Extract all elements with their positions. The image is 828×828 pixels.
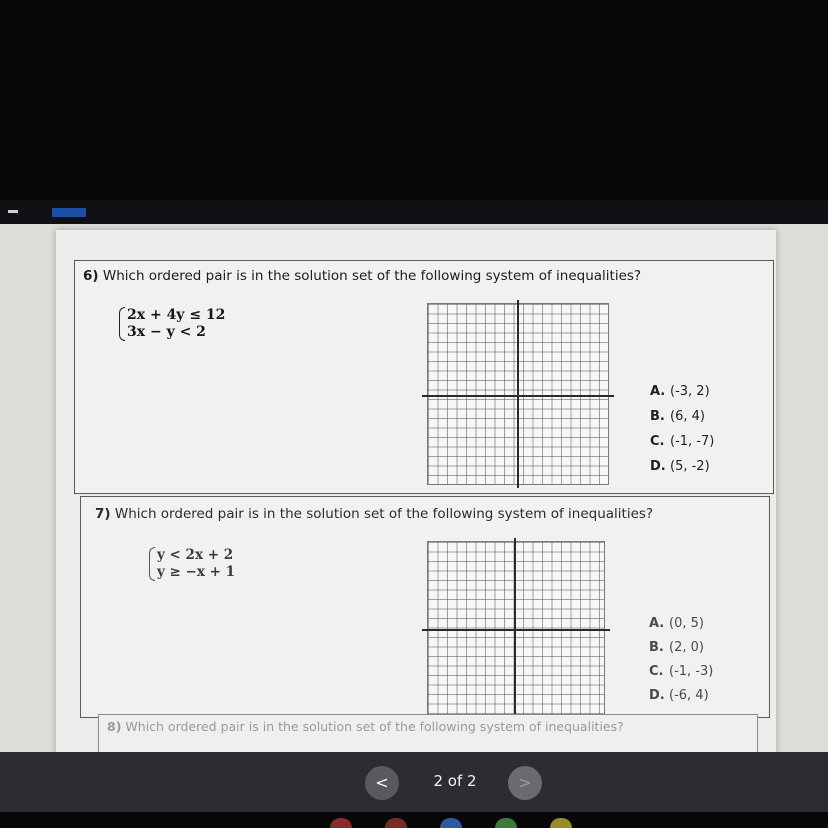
choice-value: (5, -2) [670, 459, 710, 474]
choice-a[interactable] [650, 379, 714, 404]
question-6-title [83, 268, 641, 284]
app-toolbar-strip [0, 200, 828, 224]
answer-choices [649, 612, 713, 708]
coordinate-grid [427, 303, 609, 485]
question-8-title [107, 719, 624, 734]
question-number: 7) [95, 506, 111, 522]
question-prompt: Which ordered pair is in the solution set of the following system of inequalities? [102, 268, 642, 284]
choice-b[interactable] [649, 636, 713, 660]
y-axis [514, 538, 516, 720]
question-prompt: Which ordered pair is in the solution set of the following system of inequalities? [125, 719, 624, 734]
brace-icon [119, 307, 125, 341]
question-number: 8) [107, 719, 122, 734]
inequality-system [119, 307, 225, 341]
menu-icon[interactable] [8, 210, 18, 213]
brace-icon [149, 547, 155, 581]
document-page [56, 230, 776, 752]
dock-app-icon[interactable] [550, 818, 572, 828]
y-axis [517, 300, 519, 488]
screen-bezel [0, 0, 828, 200]
choice-value: (-6, 4) [669, 688, 709, 703]
taskbar [0, 812, 828, 828]
choice-d[interactable] [650, 454, 714, 479]
dock-app-icon[interactable] [385, 818, 407, 828]
choice-letter: C. [649, 664, 664, 679]
dock-app-icon[interactable] [330, 818, 352, 828]
previous-page-button[interactable] [365, 766, 399, 800]
question-prompt: Which ordered pair is in the solution set of the following system of inequalities? [114, 506, 654, 522]
choice-letter: D. [649, 688, 665, 703]
chevron-right-icon: > [518, 773, 532, 792]
x-axis [422, 629, 610, 631]
document-viewport[interactable] [0, 224, 828, 752]
page-navigation-bar [0, 752, 828, 812]
choice-value: (-1, -3) [669, 664, 714, 679]
choice-letter: C. [650, 434, 665, 449]
next-page-button[interactable] [508, 766, 542, 800]
inequality-2: 3x − y < 2 [127, 324, 206, 340]
choice-b[interactable] [650, 404, 714, 429]
active-tab-indicator[interactable] [52, 208, 86, 217]
choice-c[interactable] [650, 429, 714, 454]
choice-letter: A. [649, 616, 665, 631]
choice-value: (0, 5) [669, 616, 704, 631]
choice-value: (-1, -7) [670, 434, 715, 449]
question-7-title [95, 506, 653, 522]
choice-a[interactable] [649, 612, 713, 636]
question-number: 6) [83, 268, 99, 284]
choice-c[interactable] [649, 660, 713, 684]
inequality-1: 2x + 4y ≤ 12 [127, 307, 226, 323]
choice-letter: A. [650, 384, 666, 399]
choice-value: (2, 0) [669, 640, 704, 655]
inequality-1: y < 2x + 2 [157, 547, 234, 563]
choice-d[interactable] [649, 684, 713, 708]
question-8 [98, 714, 758, 752]
choice-letter: B. [649, 640, 664, 655]
dock-app-icon[interactable] [495, 818, 517, 828]
page-indicator: 2 of 2 [433, 772, 477, 790]
chevron-left-icon: < [375, 773, 389, 792]
inequality-2: y ≥ −x + 1 [157, 564, 236, 580]
dock-app-icon[interactable] [440, 818, 462, 828]
question-7 [80, 496, 770, 718]
inequality-system [149, 547, 235, 581]
choice-letter: B. [650, 409, 665, 424]
answer-choices [650, 379, 714, 479]
choice-letter: D. [650, 459, 666, 474]
coordinate-grid [427, 541, 605, 717]
choice-value: (6, 4) [670, 409, 705, 424]
question-6 [74, 260, 774, 494]
choice-value: (-3, 2) [670, 384, 710, 399]
